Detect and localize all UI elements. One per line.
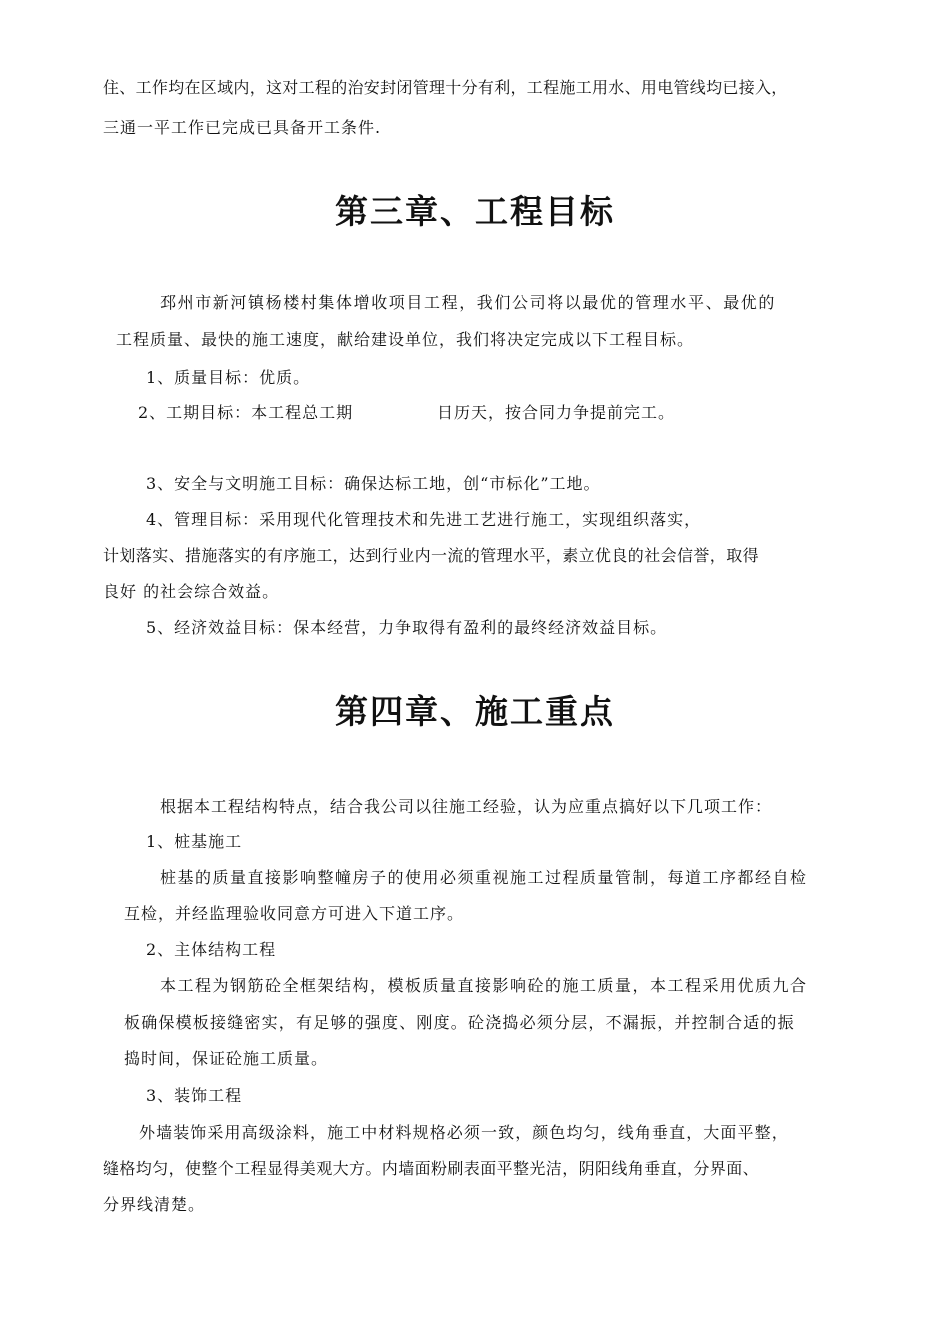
paragraph-line: 外墙装饰采用高级涂料，施工中材料规格必须一致，颜色均匀，线角垂直，大面平整， [139,1123,789,1142]
paragraph-line: 桩基的质量直接影响整幢房子的使用必须重视施工过程质量管制，每道工序都经自检 [160,868,808,887]
paragraph-line: 互检，并经监理验收同意方可进入下道工序。 [124,904,465,923]
paragraph-line: 缝格均匀，使整个工程显得美观大方。内墙面粉刷表面平整光洁，阴阳线角垂直，分界面、 [103,1159,760,1178]
list-item: 1、质量目标：优质。 [146,368,311,387]
paragraph-line: 良好 的社会综合效益。 [103,582,280,601]
chapter-title: 第四章、施工重点 [335,692,615,731]
paragraph-line: 计划落实、措施落实的有序施工，达到行业内一流的管理水平，素立优良的社会信誉，取得 [103,546,760,565]
paragraph-line: 板确保模板接缝密实，有足够的强度、刚度。砼浇捣必须分层，不漏振，并控制合适的振 [124,1013,795,1032]
section-heading: 3、装饰工程 [146,1086,243,1105]
paragraph-line: 本工程为钢筋砼全框架结构，模板质量直接影响砼的施工质量，本工程采用优质九合 [160,976,808,995]
paragraph-line: 根据本工程结构特点，结合我公司以往施工经验，认为应重点搞好以下几项工作： [160,797,773,816]
list-item: 3、安全与文明施工目标：确保达标工地，创“市标化”工地。 [146,474,601,493]
list-item: 5、经济效益目标：保本经营，力争取得有盈利的最终经济效益目标。 [146,618,668,637]
list-item: 2、工期目标：本工程总工期 [138,403,354,422]
section-heading: 1、桩基施工 [146,832,243,851]
list-item: 日历天，按合同力争提前完工。 [437,403,676,422]
chapter-title: 第三章、工程目标 [335,192,615,231]
list-item: 4、管理目标：采用现代化管理技术和先进工艺进行施工，实现组织落实， [146,510,702,529]
paragraph-line: 分界线清楚。 [103,1195,206,1214]
paragraph-line: 工程质量、最快的施工速度，献给建设单位，我们将决定完成以下工程目标。 [116,330,695,349]
section-heading: 2、主体结构工程 [146,940,277,959]
paragraph-line: 住、工作均在区域内，这对工程的治安封闭管理十分有利，工程施工用水、用电管线均已接入， [103,78,788,97]
paragraph-line: 捣时间，保证砼施工质量。 [124,1049,329,1068]
paragraph-line: 邳州市新河镇杨楼村集体增收项目工程，我们公司将以最优的管理水平、最优的 [160,293,777,312]
paragraph-line: 三通一平工作已完成已具备开工条件. [103,118,382,137]
